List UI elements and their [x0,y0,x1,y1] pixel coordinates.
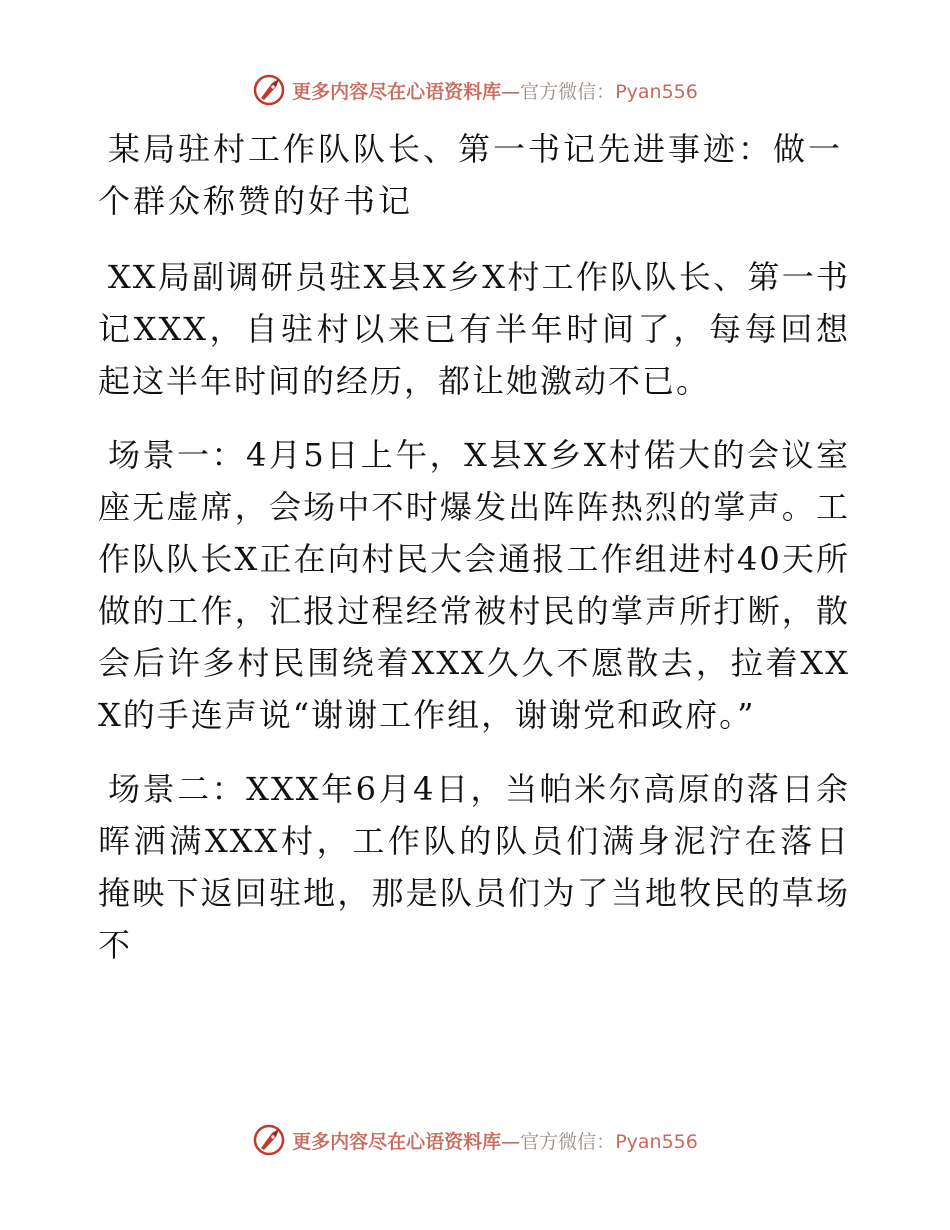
paragraph-intro: XX局副调研员驻X县X乡X村工作队队长、第一书记XXX，自驻村以来已有半年时间了，每每回想起这半年时间的经历，都让她激动不已。 [98,258,850,400]
pen-nib-logo-icon [252,73,286,107]
banner-separator: — [501,80,521,103]
banner-wechat-id: Pyan556 [615,1130,698,1153]
banner-text [292,1127,698,1154]
banner-wechat-id: Pyan556 [615,80,698,103]
banner-text [292,77,698,104]
banner-wechat-label: 官方微信： [520,80,616,103]
banner-wechat-label: 官方微信： [520,1130,616,1153]
paragraph-scene-one: 场景一：4月5日上午，X县X乡X村偌大的会议室座无虚席，会场中不时爆发出阵阵热烈的掌声。工作队队长X正在向村民大会通报工作组进村40天所做的工作，汇报过程经常被村民的掌声所打断，散会后许多村民围绕着XXX久久不愿散去，拉着XXX的手连声说“谢谢工作组，谢谢党和政府。” [98,436,850,734]
footer-watermark-banner [0,1120,950,1160]
banner-main-text: 更多内容尽在心语资料库 [292,1130,502,1153]
paragraph-scene-two: 场景二：XXX年6月4日，当帕米尔高原的落日余晖洒满XXX村，工作队的队员们满身泥泞在落日掩映下返回驻地，那是队员们为了当地牧民的草场不 [98,770,850,964]
document-title: 某局驻村工作队队长、第一书记先进事迹：做一个群众称赞的好书记 [98,130,844,220]
document-body [98,123,850,993]
banner-separator: — [501,1130,521,1153]
header-watermark-banner [0,70,950,110]
banner-main-text: 更多内容尽在心语资料库 [292,80,502,103]
pen-nib-logo-icon [252,1123,286,1157]
